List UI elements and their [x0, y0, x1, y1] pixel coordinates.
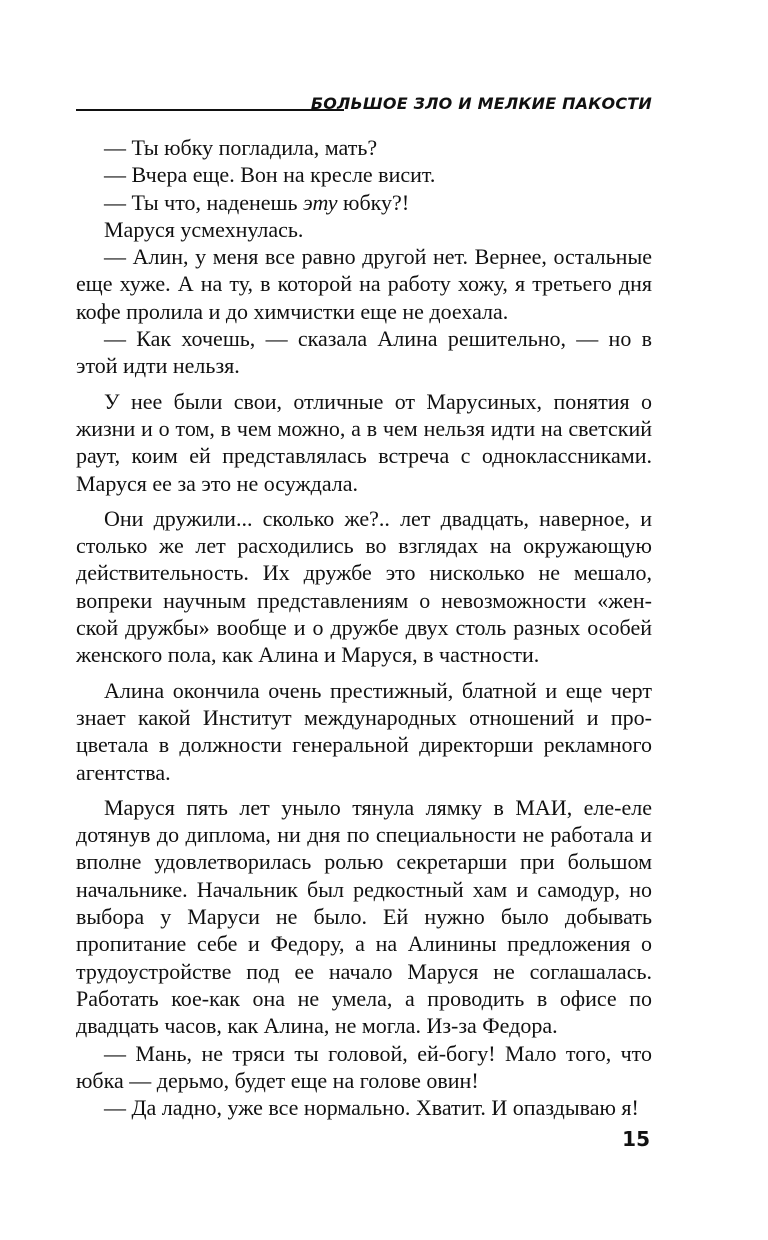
paragraph-text: юбку?!	[337, 189, 410, 215]
paragraph: — Как хочешь, — сказала Алина решительно, — но в этой идти нельзя.	[76, 326, 652, 379]
page-number: 15	[622, 1127, 650, 1151]
paragraph: — Мань, не тряси ты головой, ей-богу! Мало того, что юбка — дерьмо, будет еще на голове овин!	[76, 1040, 652, 1093]
paragraph	[76, 189, 652, 216]
paragraph: — Ты юбку погладила, мать?	[104, 135, 378, 160]
paragraph: У нее были свои, отличные от Марусиных, понятия о жизни и о том, в чем можно, а в чем нельзя идти на светский раут, коим ей представлялась встреча с одноклассниками. Маруся ее за это не осуждала.	[76, 388, 652, 496]
running-head	[76, 94, 652, 118]
paragraph: — Алин, у меня все равно другой нет. Вернее, остальные еще хуже. А на ту, в которой на работу хожу, я третьего дня кофе пролила и до химчистки еще не доехала.	[76, 244, 652, 324]
paragraph: Алина окончила очень престижный, блатной и еще черт знает какой Институт международных отношений и процветала в должности генеральной директорши рекламного агентства.	[76, 677, 652, 785]
paragraph: — Вчера еще. Вон на кресле висит.	[104, 162, 436, 188]
running-head-rule	[76, 109, 344, 111]
running-head-title: БОЛЬШОЕ ЗЛО И МЕЛКИЕ ПАКОСТИ	[310, 94, 652, 113]
paragraph: Маруся усмехнулась.	[104, 216, 304, 242]
paragraph: Маруся пять лет уныло тянула лямку в МАИ, еле-еле дотянув до диплома, ни дня по специальности не работала и вполне удовлетворилась ролью секретарши при большом начальнике. Начальник был редкостный хам и самодур, но выбора у Маруси не было. Ей нужно было добывать пропитание себе и Федору, а на Алинины предложения о трудоустройстве под ее начало Маруся не соглашалась. Работать кое-как она не умела, а проводить в офисе по двадцать часов, как Алина, не могла. Из-за Федора.	[76, 794, 652, 1039]
paragraph-text: — Ты что, наденешь	[104, 189, 304, 215]
paragraph: — Да ладно, уже все нормально. Хватит. И опаздываю я!	[104, 1095, 639, 1121]
emphasized-word: эту	[303, 189, 338, 215]
paragraph: Они дружили... сколько же?.. лет двадцать, наверное, и столько же лет расходились во взглядах на окружающую действительность. Их дружбе это нисколько не мешало, вопреки научным представлениям о невозможности «женской дружбы» вообще и о дружбе двух столь разных особей женского пола, как Алина и Маруся, в частности.	[76, 505, 652, 668]
body-text	[76, 134, 652, 1121]
